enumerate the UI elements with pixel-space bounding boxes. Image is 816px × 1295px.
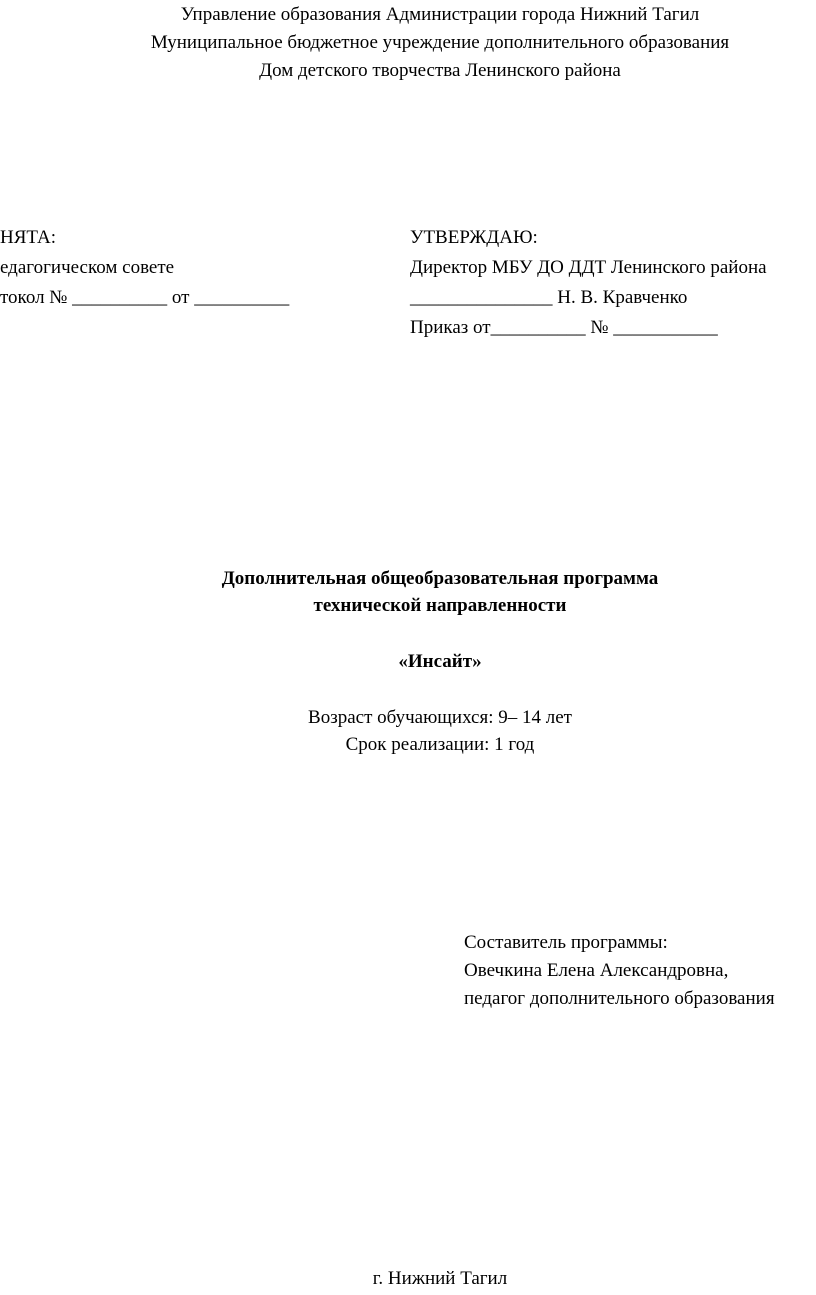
header-department: Управление образования Администрации города Нижний Тагил	[180, 4, 700, 25]
program-duration: Срок реализации: 1 год	[345, 734, 535, 755]
approved-director: Директор МБУ ДО ДДТ Ленинского района	[410, 257, 767, 278]
author-position: педагог дополнительного образования	[464, 988, 775, 1009]
approved-signature: _______________ Н. В. Кравченко	[410, 287, 688, 308]
footer-city: г. Нижний Тагил	[372, 1268, 508, 1289]
author-name: Овечкина Елена Александровна,	[464, 960, 729, 981]
accepted-protocol: токол № __________ от __________	[0, 287, 290, 308]
program-name: «Инсайт»	[398, 651, 482, 672]
header-institution: Муниципальное бюджетное учреждение дополнительного образования	[150, 32, 730, 53]
approved-order: Приказ от__________ № ___________	[410, 317, 718, 338]
author-label: Составитель программы:	[464, 932, 668, 953]
header-house: Дом детского творчества Ленинского района	[259, 60, 621, 81]
program-age: Возраст обучающихся: 9– 14 лет	[308, 707, 572, 728]
program-title-line2: технической направленности	[313, 595, 567, 616]
program-title-line1: Дополнительная общеобразовательная программа	[221, 568, 659, 589]
accepted-council: едагогическом совете	[0, 257, 175, 278]
approved-label: УТВЕРЖДАЮ:	[410, 227, 538, 248]
accepted-label: НЯТА:	[0, 227, 57, 248]
